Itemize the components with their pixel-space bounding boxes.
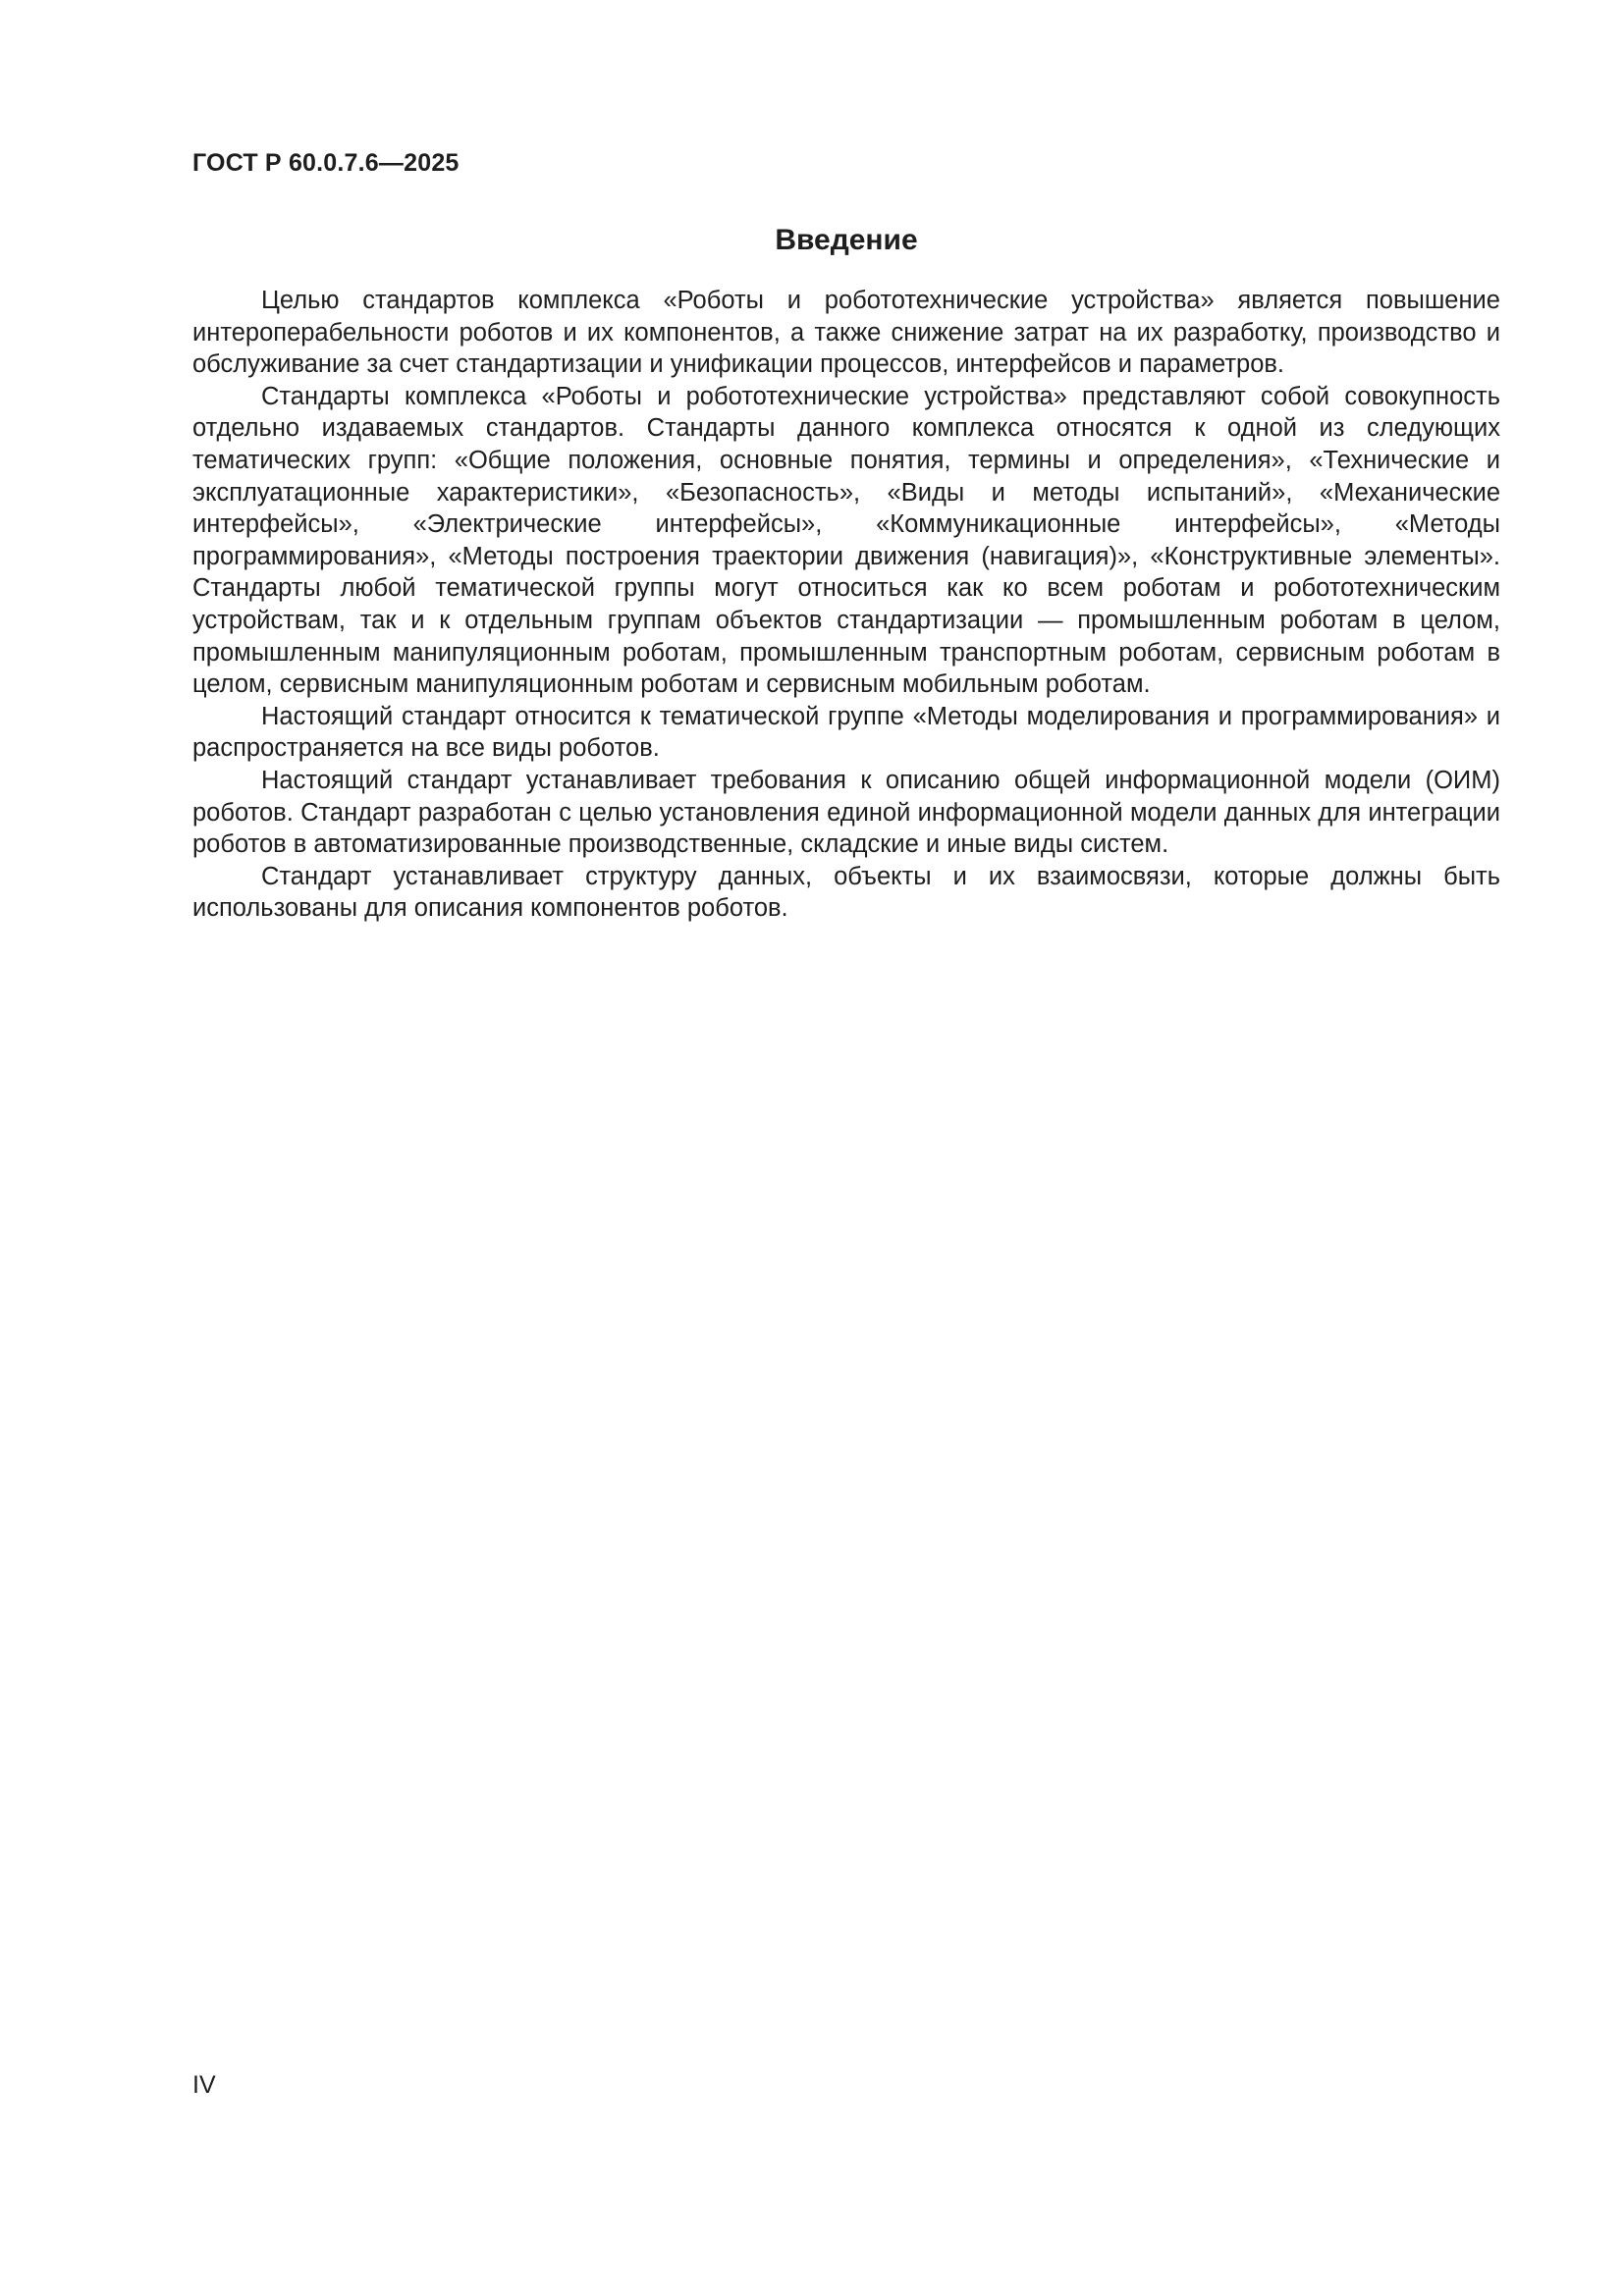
paragraph: Настоящий стандарт устанавливает требования к описанию общей информационной модели (ОИМ) роботов. Стандарт разработан с целью установления единой информационной модели данных для интеграции роботов в автоматизированные производственные, складские и иные виды систем. <box>192 766 1500 859</box>
paragraph: Стандарт устанавливает структуру данных, объекты и их взаимосвязи, которые должны быть использованы для описания компонентов роботов. <box>192 862 1500 923</box>
paragraph: Целью стандартов комплекса «Роботы и робототехнические устройства» является повышение интероперабельности роботов и их компонентов, а также снижение затрат на их разработку, производство и обслуживание за счет стандартизации и унификации процессов, интерфейсов и параметров. <box>192 287 1500 379</box>
page-number: IV <box>192 2071 216 2099</box>
introduction-body <box>192 285 1500 925</box>
section-title: Введение <box>775 224 918 256</box>
paragraph: Стандарты комплекса «Роботы и робототехнические устройства» представляют собой совокупность отдельно издаваемых стандартов. Стандарты данного комплекса относятся к одной из следующих тематических групп: «Общие положения, основные понятия, термины и определения», «Технические и эксплуатационные характеристики», «Безопасность», «Виды и методы испытаний», «Механические интерфейсы», «Электрические интерфейсы», «Коммуникационные интерфейсы», «Методы программирования», «Методы построения траектории движения (навигация)», «Конструктивные элементы». Стандарты любой тематической группы могут относиться как ко всем роботам и робототехническим устройствам, так и к отдельным группам объектов стандартизации — промышленным роботам в целом, промышленным манипуляционным роботам, промышленным транспортным роботам, сервисным роботам в целом, сервисным манипуляционным роботам и сервисным мобильным роботам. <box>192 382 1500 699</box>
document-code: ГОСТ Р 60.0.7.6—2025 <box>192 149 460 177</box>
paragraph: Настоящий стандарт относится к тематической группе «Методы моделирования и программирования» и распространяется на все виды роботов. <box>192 702 1500 763</box>
